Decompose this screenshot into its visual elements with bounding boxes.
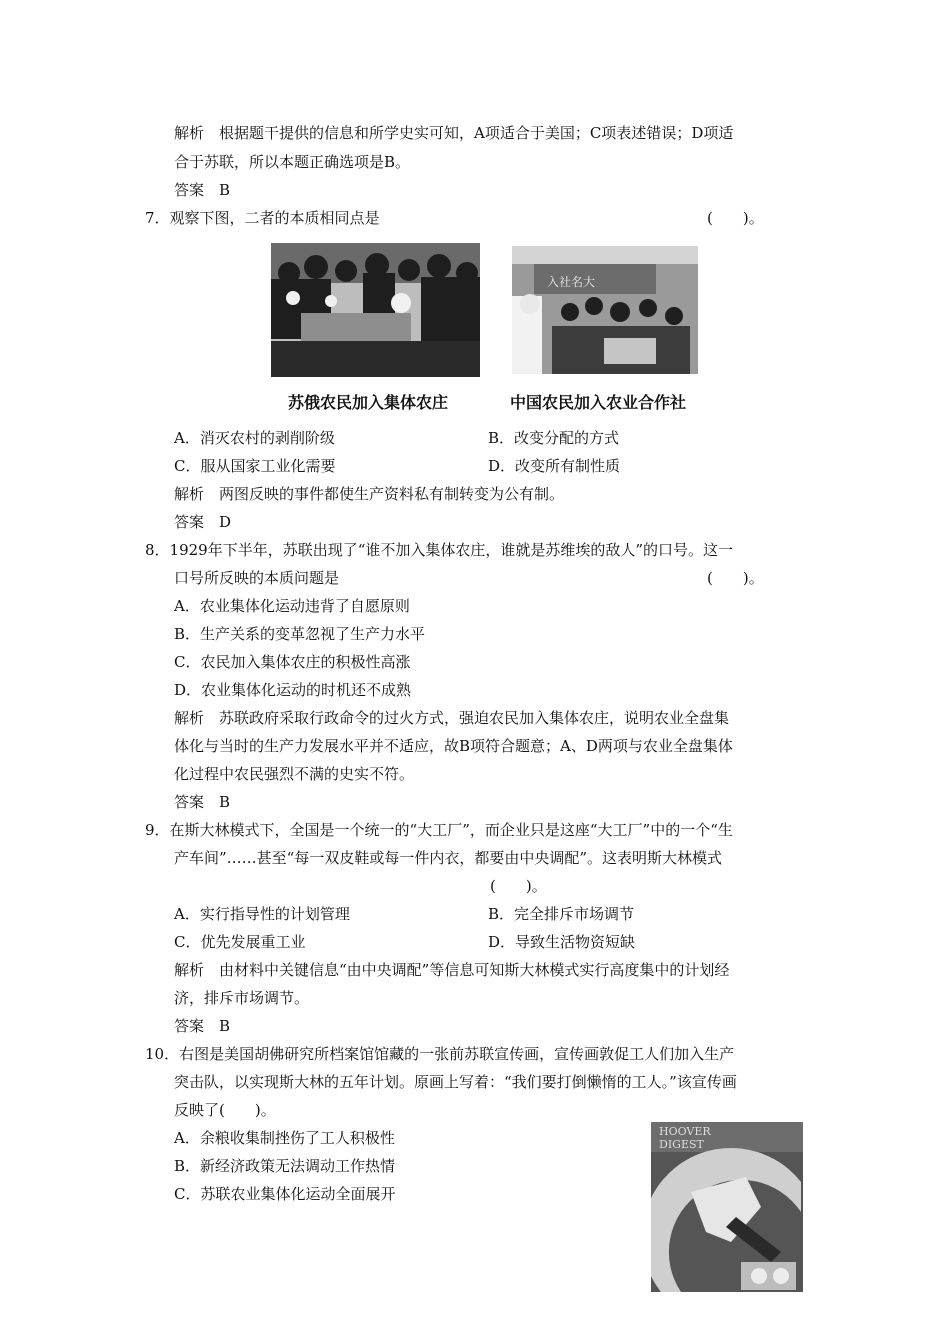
q6-analysis-line-1: 解析 根据题干提供的信息和所学史实可知，A项适合于美国；C项表述错误；D项适 (174, 124, 734, 142)
q8-option-a: A．农业集体化运动违背了自愿原则 (174, 597, 410, 615)
q8-analysis-line-3: 化过程中农民强烈不满的史实不符。 (174, 765, 415, 783)
sign-text: 入社名大 (547, 275, 596, 289)
q9-option-c: C．优先发展重工业 (174, 933, 306, 951)
q8-answer-blank: ( )。 (707, 569, 764, 587)
q8-option-c: C．农民加入集体农庄的积极性高涨 (174, 653, 411, 671)
q6-answer: 答案 B (174, 181, 231, 199)
q9-option-d: D．导致生活物资短缺 (488, 933, 636, 951)
q9-stem-line-2: 产车间”……甚至“每一双皮鞋或每一件内衣，都要由中央调配”。这表明斯大林模式 (174, 849, 723, 867)
q9-analysis-line-1: 解析 由材料中关键信息“由中央调配”等信息可知斯大林模式实行高度集中的计划经 (174, 961, 730, 979)
q10-option-c: C．苏联农业集体化运动全面展开 (174, 1185, 396, 1203)
china-cooperative-photo (512, 246, 698, 374)
q8-analysis-line-1: 解析 苏联政府采取行政命令的过火方式，强迫农民加入集体农庄，说明农业全盘集 (174, 709, 730, 727)
q9-answer: 答案 B (174, 1017, 231, 1035)
q7-option-b: B．改变分配的方式 (488, 429, 620, 447)
q7-option-d: D．改变所有制性质 (488, 457, 621, 475)
q9-stem-line-1: 9．在斯大林模式下，全国是一个统一的“大工厂”，而企业只是这座“大工厂”中的一个“生 (145, 821, 733, 839)
q9-option-b: B．完全排斥市场调节 (488, 905, 635, 923)
q7-analysis: 解析 两图反映的事件都使生产资料私有制转变为公有制。 (174, 485, 565, 503)
q9-analysis-line-2: 济，排斥市场调节。 (174, 989, 310, 1007)
q8-stem-line-1: 8．1929年下半年，苏联出现了“谁不加入集体农庄，谁就是苏维埃的敌人”的口号。这一 (145, 541, 734, 559)
photo-caption-right: 中国农民加入农业合作社 (510, 393, 687, 412)
q7-option-c: C．服从国家工业化需要 (174, 457, 336, 475)
q7-answer: 答案 D (174, 513, 232, 531)
q7-option-a: A．消灭农村的剥削阶级 (174, 429, 335, 447)
soviet-propaganda-poster (651, 1122, 803, 1292)
q7-stem: 7．观察下图，二者的本质相同点是 (145, 209, 380, 227)
q8-option-b: B．生产关系的变革忽视了生产力水平 (174, 625, 426, 643)
q8-stem-line-2: 口号所反映的本质问题是 (174, 569, 340, 587)
q10-stem-line-1: 10．右图是美国胡佛研究所档案馆馆藏的一张前苏联宣传画，宣传画敦促工人们加入生产 (145, 1045, 735, 1063)
photo-caption-left: 苏俄农民加入集体农庄 (288, 393, 449, 412)
q6-analysis-line-2: 合于苏联，所以本题正确选项是B。 (174, 153, 411, 171)
q8-analysis-line-2: 体化与当时的生产力发展水平并不适应，故B项符合题意；A、D两项与农业全盘集体 (174, 737, 733, 755)
q10-option-a: A．余粮收集制挫伤了工人积极性 (174, 1129, 395, 1147)
q8-answer: 答案 B (174, 793, 231, 811)
q10-stem-line-2: 突击队，以实现斯大林的五年计划。原画上写着：“我们要打倒懒惰的工人。”该宣传画 (174, 1073, 737, 1091)
q10-option-b: B．新经济政策无法调动工作热情 (174, 1157, 396, 1175)
q8-option-d: D．农业集体化运动的时机还不成熟 (174, 681, 412, 699)
q7-answer-blank: ( )。 (707, 209, 764, 227)
q9-answer-blank: ( )。 (490, 877, 547, 895)
q9-option-a: A．实行指导性的计划管理 (174, 905, 350, 923)
q10-stem-line-3: 反映了( )。 (174, 1101, 276, 1119)
soviet-collective-farm-photo (271, 243, 480, 377)
poster-title-line-1: HOOVER (659, 1125, 711, 1138)
poster-title-line-2: DIGEST (659, 1138, 704, 1151)
